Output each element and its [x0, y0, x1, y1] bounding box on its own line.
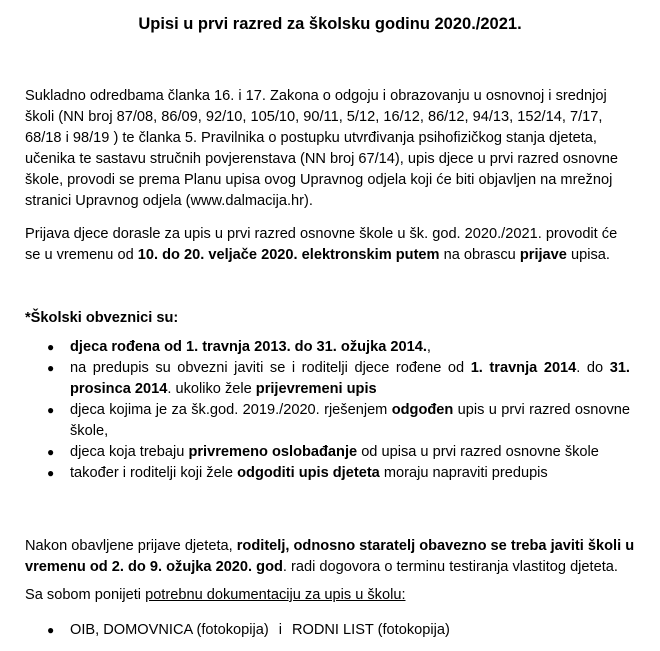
- text-bold: 31. prosinca 2014: [70, 360, 630, 397]
- text: RODNI LIST (fotokopija): [291, 622, 450, 638]
- application-period: 10. do 20. veljače 2020. elektronskim putem: [137, 247, 440, 263]
- text-bold: privremeno oslobađanje: [188, 444, 358, 460]
- text-underlined: potrebnu dokumentaciju za upis u školu:: [145, 587, 406, 603]
- page-title: Upisi u prvi razred za školsku godinu 2020./2021.: [138, 15, 522, 33]
- text-bold: roditelj, odnosno staratelj obavezno se treba javiti školi u vremenu od 2. do 9. ožujka 2020. god: [25, 538, 635, 575]
- text: od upisa u prvi razred osnovne škole: [357, 444, 599, 460]
- text-bold: 1. travnja 2014: [470, 360, 577, 376]
- list-item: [0, 463, 630, 484]
- form-name: prijave: [519, 247, 567, 263]
- text: Sa sobom ponijeti: [25, 587, 146, 603]
- text-bold: prijevremeni upis: [255, 381, 377, 397]
- list-item: [0, 400, 630, 442]
- text: ,: [426, 339, 431, 355]
- list-item: [0, 337, 630, 358]
- text: . ukoliko žele: [167, 381, 256, 397]
- text: djeca koja trebaju: [70, 444, 189, 460]
- text-bold: odgoditi upis djeteta: [237, 465, 380, 481]
- bullet-icon: ●: [47, 466, 55, 480]
- text: upis u prvi razred osnovne škole,: [70, 402, 631, 439]
- text: na predupis su obvezni javiti se i roditelji djece rođene od: [70, 360, 471, 376]
- text: moraju napraviti predupis: [379, 465, 548, 481]
- obligees-heading: *Školski obveznici su:: [25, 310, 179, 326]
- text: upisa.: [566, 247, 610, 263]
- text: . do: [576, 360, 610, 376]
- obligees-list: [0, 337, 660, 484]
- text-bold: odgođen: [391, 402, 454, 418]
- list-item: [0, 442, 630, 463]
- bullet-icon: ●: [47, 445, 55, 459]
- text-bold: djeca rođena od 1. travnja 2013. do 31. ožujka 2014.: [70, 339, 427, 355]
- text: Nakon obavljene prijave djeteta,: [25, 538, 237, 554]
- bullet-icon: ●: [47, 623, 55, 637]
- text: Prijava djece dorasle za upis u prvi razred osnovne škole u šk. god. 2020./2021. provodit će se u vremenu od: [25, 226, 618, 263]
- text: na obrascu: [439, 247, 520, 263]
- documents-list: [0, 620, 660, 641]
- bullet-icon: ●: [47, 361, 55, 375]
- text: također i roditelji koji žele: [70, 465, 238, 481]
- text: . radi dogovora o terminu testiranja vlastitog djeteta.: [282, 559, 618, 575]
- text: djeca kojima je za šk.god. 2019./2020. rješenjem: [70, 402, 392, 418]
- contact-school-paragraph: [25, 536, 635, 578]
- list-item: [0, 358, 630, 400]
- bullet-icon: ●: [47, 340, 55, 354]
- list-item: [0, 620, 660, 641]
- documentation-paragraph: [25, 585, 635, 606]
- bullet-icon: ●: [47, 403, 55, 417]
- intro-paragraph: Sukladno odredbama članka 16. i 17. Zakona o odgoju i obrazovanju u osnovnoj i srednjoj školi (NN broj 87/08, 86/09, 92/10, 105/10, 90/11, 5/12, 16/12, 86/12, 94/13, 152/14, 7/17, 68/18 i 98/19 ) te članka 5. Pravilnika o postupku utvrđivanja psihofizičkog stanja djeteta, učenika te sastavu stručnih povjerenstava (NN broj 67/14), upis djece u prvi razred osnovne škole, provodi se prema Planu upisa ovog Upravnog odjela koji će biti objavljen na mrežnoj stranici Upravnog odjela (www.dalmacija.hr).: [25, 88, 618, 209]
- text: OIB, DOMOVNICA (fotokopija): [70, 622, 269, 638]
- text: i: [278, 622, 282, 638]
- application-paragraph: [25, 224, 635, 266]
